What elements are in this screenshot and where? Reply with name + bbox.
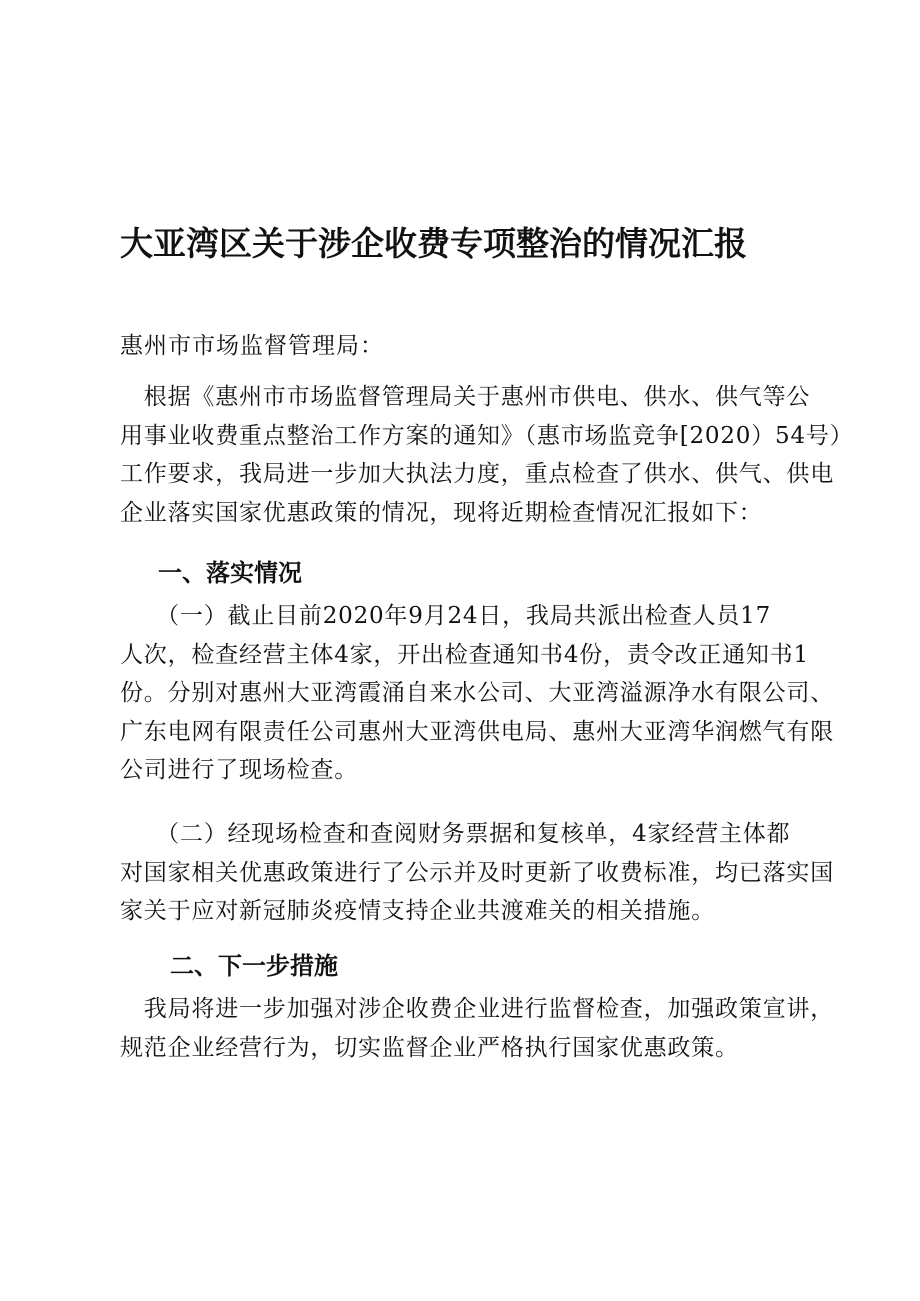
item-one-paragraph (120, 597, 834, 790)
paragraph-line: 份。分别对惠州大亚湾霞涌自来水公司、大亚湾溢源净水有限公司、 (120, 680, 834, 706)
paragraph-line: 企业落实国家优惠政策的情况，现将近期检查情况汇报如下： (120, 499, 763, 526)
paragraph-line: 公司进行了现场检查。 (120, 757, 358, 783)
document-title: 大亚湾区关于涉企收费专项整治的情况汇报 (120, 224, 747, 263)
intro-paragraph (120, 378, 854, 532)
paragraph-line: 我局将进一步加强对涉企收费企业进行监督检查，加强政策宣讲， (120, 996, 834, 1022)
paragraph-line: 对国家相关优惠政策进行了公示并及时更新了收费标准，均已落实国 (120, 859, 834, 886)
paragraph-line: （一）截止目前2020年9月24日，我局共派出检查人员17 (120, 603, 771, 629)
paragraph-line: 工作要求，我局进一步加大执法力度，重点检查了供水、供气、供电 (120, 461, 834, 487)
paragraph-line: （二）经现场检查和查阅财务票据和复核单，4家经营主体都 (120, 821, 791, 847)
measures-paragraph (120, 990, 834, 1067)
paragraph-line: 规范企业经营行为，切实监督企业严格执行国家优惠政策。 (120, 1034, 739, 1061)
paragraph-line: 根据《惠州市市场监督管理局关于惠州市供电、供水、供气等公 (120, 384, 811, 410)
section-heading-next-steps: 二、下一步措施 (170, 952, 338, 980)
salutation: 惠州市市场监督管理局： (120, 333, 384, 359)
paragraph-line: 家关于应对新冠肺炎疫情支持企业共渡难关的相关措施。 (120, 898, 715, 924)
paragraph-line: 人次，检查经营主体4家，开出检查通知书4份，责令改正通知书1 (120, 641, 809, 668)
paragraph-line: 用事业收费重点整治工作方案的通知》（惠市场监竞争[2020）54号） (120, 422, 854, 449)
section-heading-implementation: 一、落实情况 (158, 559, 302, 587)
paragraph-line: 广东电网有限责任公司惠州大亚湾供电局、惠州大亚湾华润燃气有限 (120, 718, 834, 745)
item-two-paragraph (120, 815, 834, 931)
